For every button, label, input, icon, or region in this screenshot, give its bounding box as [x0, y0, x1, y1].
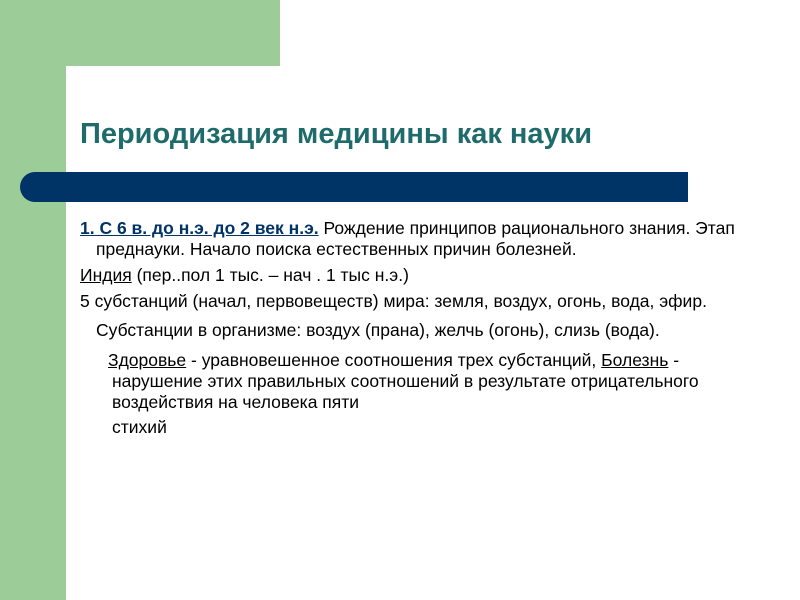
paragraph-last-line: стихий: [112, 417, 167, 437]
period-heading: 1. С 6 в. до н.э. до 2 век н.э.: [80, 218, 319, 238]
india-heading: Индия: [80, 265, 132, 285]
paragraph-health-disease: [80, 350, 770, 413]
title-underline-bar: [20, 172, 668, 202]
paragraph-india: [80, 265, 770, 286]
term-disease: Болезнь: [601, 350, 669, 370]
slide-body: [80, 218, 770, 438]
india-dates: (пер..пол 1 тыс. – нач . 1 тыс н.э.): [131, 265, 409, 285]
green-frame-left: [0, 0, 66, 600]
paragraph-period: [80, 218, 770, 260]
slide-title: Периодизация медицины как науки: [80, 118, 593, 150]
health-definition: - уравновешенное соотношения трех субстанций,: [186, 350, 602, 370]
term-health: Здоровье: [108, 350, 187, 370]
bar-body: [50, 172, 688, 202]
paragraph-substances: 5 субстанций (начал, первовеществ) мира: земля, воздух, огонь, вода, эфир.: [80, 291, 707, 311]
green-frame-top: [0, 0, 280, 66]
paragraph-body-substances: Субстанции в организме: воздух (прана), желчь (огонь), слизь (вода).: [96, 320, 660, 340]
period-text: Рождение принципов рационального знания. Этап преднауки. Начало поиска естественных причин болезней.: [96, 218, 735, 259]
disease-definition: - нарушение этих правильных соотношений в результате отрицательного воздействия на человека пяти: [112, 350, 699, 412]
